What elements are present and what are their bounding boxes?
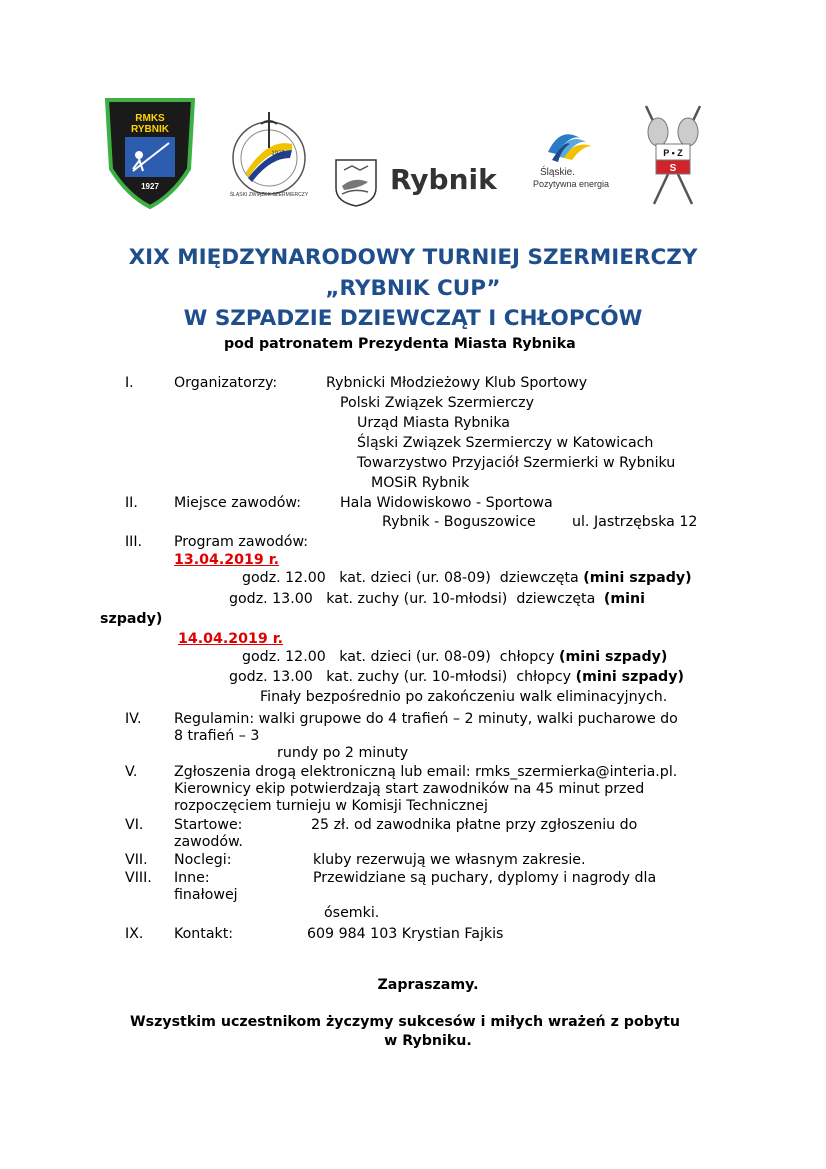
program-row-weapon: (mini szpady)	[583, 570, 692, 586]
invitation: Zapraszamy.	[377, 977, 479, 993]
venue-street: ul. Jastrzębska 12	[572, 514, 698, 530]
s6-num: VI.	[125, 817, 144, 833]
szz-name: ŚLĄSKI ZWIĄZEK SZERMIERCZY	[229, 192, 309, 198]
organizer-item: Polski Związek Szermierczy	[340, 395, 535, 411]
rules-line: rundy po 2 minuty	[277, 745, 409, 761]
s9-label: Kontakt:	[174, 926, 234, 942]
rules-line: Regulamin: walki grupowe do 4 trafień – 2 minuty, walki pucharowe do	[174, 711, 678, 727]
registration-line: Zgłoszenia drogą elektroniczną lub email: rmks_szermierka@interia.pl.	[174, 764, 678, 780]
s7-label: Noclegi:	[174, 852, 232, 868]
closing-wish: w Rybniku.	[384, 1033, 472, 1049]
s9-num: IX.	[125, 926, 144, 942]
organizer-item: Rybnicki Młodzieżowy Klub Sportowy	[326, 375, 588, 391]
s4-num: IV.	[125, 711, 142, 727]
program-row-text: godz. 12.00 kat. dzieci (ur. 08-09) dziewczęta	[242, 570, 579, 586]
s1-label: Organizatorzy:	[174, 375, 278, 391]
s1-num: I.	[125, 375, 134, 391]
s3-num: III.	[125, 534, 143, 550]
organizer-item: Śląski Związek Szermierczy w Katowicach	[357, 435, 654, 451]
s8-label: Inne:	[174, 870, 210, 886]
rmks-year: 1927	[141, 182, 159, 191]
szz-year: 1927	[271, 151, 285, 157]
entry-fee-wrap: zawodów.	[174, 834, 243, 850]
s3-label: Program zawodów:	[174, 534, 309, 550]
program-row-text: godz. 13.00 kat. zuchy (ur. 10-młodsi) dziewczęta	[229, 591, 596, 607]
registration-line: rozpoczęciem turnieju w Komisji Technicznej	[174, 798, 488, 814]
program-row	[242, 569, 692, 587]
rybnik-coat-of-arms	[334, 158, 378, 208]
rmks-rybnik-logo	[103, 97, 197, 209]
patronage: pod patronatem Prezydenta Miasta Rybnika	[224, 336, 576, 352]
s2-num: II.	[125, 495, 138, 511]
title-line-2: „RYBNIK CUP”	[325, 276, 501, 301]
s7-num: VII.	[125, 852, 148, 868]
title-line-1: XIX MIĘDZYNARODOWY TURNIEJ SZERMIERCZY	[128, 245, 698, 270]
contact-phone: 609 984 103 Krystian Fajkis	[307, 926, 504, 942]
program-date-2: 14.04.2019 r.	[178, 631, 284, 647]
program-date-1: 13.04.2019 r.	[174, 552, 280, 568]
program-row-text: godz. 13.00 kat. zuchy (ur. 10-młodsi) chłopcy	[229, 669, 572, 685]
pzs-logo	[640, 100, 706, 210]
program-row	[242, 648, 667, 666]
program-row-weapon: (mini szpady)	[559, 649, 668, 665]
rules-line: 8 trafień – 3	[174, 728, 260, 744]
s2-label: Miejsce zawodów:	[174, 495, 302, 511]
accommodation: kluby rezerwują we własnym zakresie.	[313, 852, 586, 868]
organizer-item: MOSiR Rybnik	[371, 475, 470, 491]
other-info: Przewidziane są puchary, dyplomy i nagrody dla	[313, 870, 657, 886]
slaskie-slogan: Pozytywna energia	[533, 179, 610, 189]
venue-city: Rybnik - Boguszowice	[382, 514, 536, 530]
program-row	[229, 590, 645, 608]
slaskie-logo	[540, 120, 604, 164]
title-line-3: W SZPADZIE DZIEWCZĄT I CHŁOPCÓW	[183, 306, 643, 331]
s5-num: V.	[125, 764, 138, 780]
program-row-weapon: (mini szpady)	[575, 669, 684, 685]
entry-fee: 25 zł. od zawodnika płatne przy zgłoszeniu do	[311, 817, 638, 833]
s8-num: VIII.	[125, 870, 152, 886]
rmks-text: RMKS	[135, 113, 165, 124]
rybnik-text: RYBNIK	[131, 124, 169, 135]
slaskie-name: Śląskie.	[540, 167, 576, 178]
registration-line: Kierownicy ekip potwierdzają start zawodników na 45 minut przed	[174, 781, 645, 797]
organizer-item: Towarzystwo Przyjaciół Szermierki w Rybniku	[357, 455, 676, 471]
venue-name: Hala Widowiskowo - Sportowa	[340, 495, 553, 511]
other-info-wrap: finałowej	[174, 887, 238, 903]
finals-note: Finały bezpośrednio po zakończeniu walk eliminacyjnych.	[260, 689, 668, 705]
s6-label: Startowe:	[174, 817, 243, 833]
pzs-letters: P • Z	[663, 148, 683, 158]
other-info-wrap: ósemki.	[324, 905, 380, 921]
pzs-s: S	[669, 163, 677, 174]
closing-wish: Wszystkim uczestnikom życzymy sukcesów i miłych wrażeń z pobytu	[130, 1014, 680, 1030]
slaski-zwiazek-szermierczy-logo	[228, 108, 310, 200]
rybnik-city-name: Rybnik	[390, 163, 497, 196]
program-row-wrap: szpady)	[100, 611, 163, 627]
program-row-weapon: (mini	[603, 591, 645, 607]
program-row	[229, 668, 684, 686]
program-row-text: godz. 12.00 kat. dzieci (ur. 08-09) chłopcy	[242, 649, 555, 665]
organizer-item: Urząd Miasta Rybnika	[357, 415, 510, 431]
